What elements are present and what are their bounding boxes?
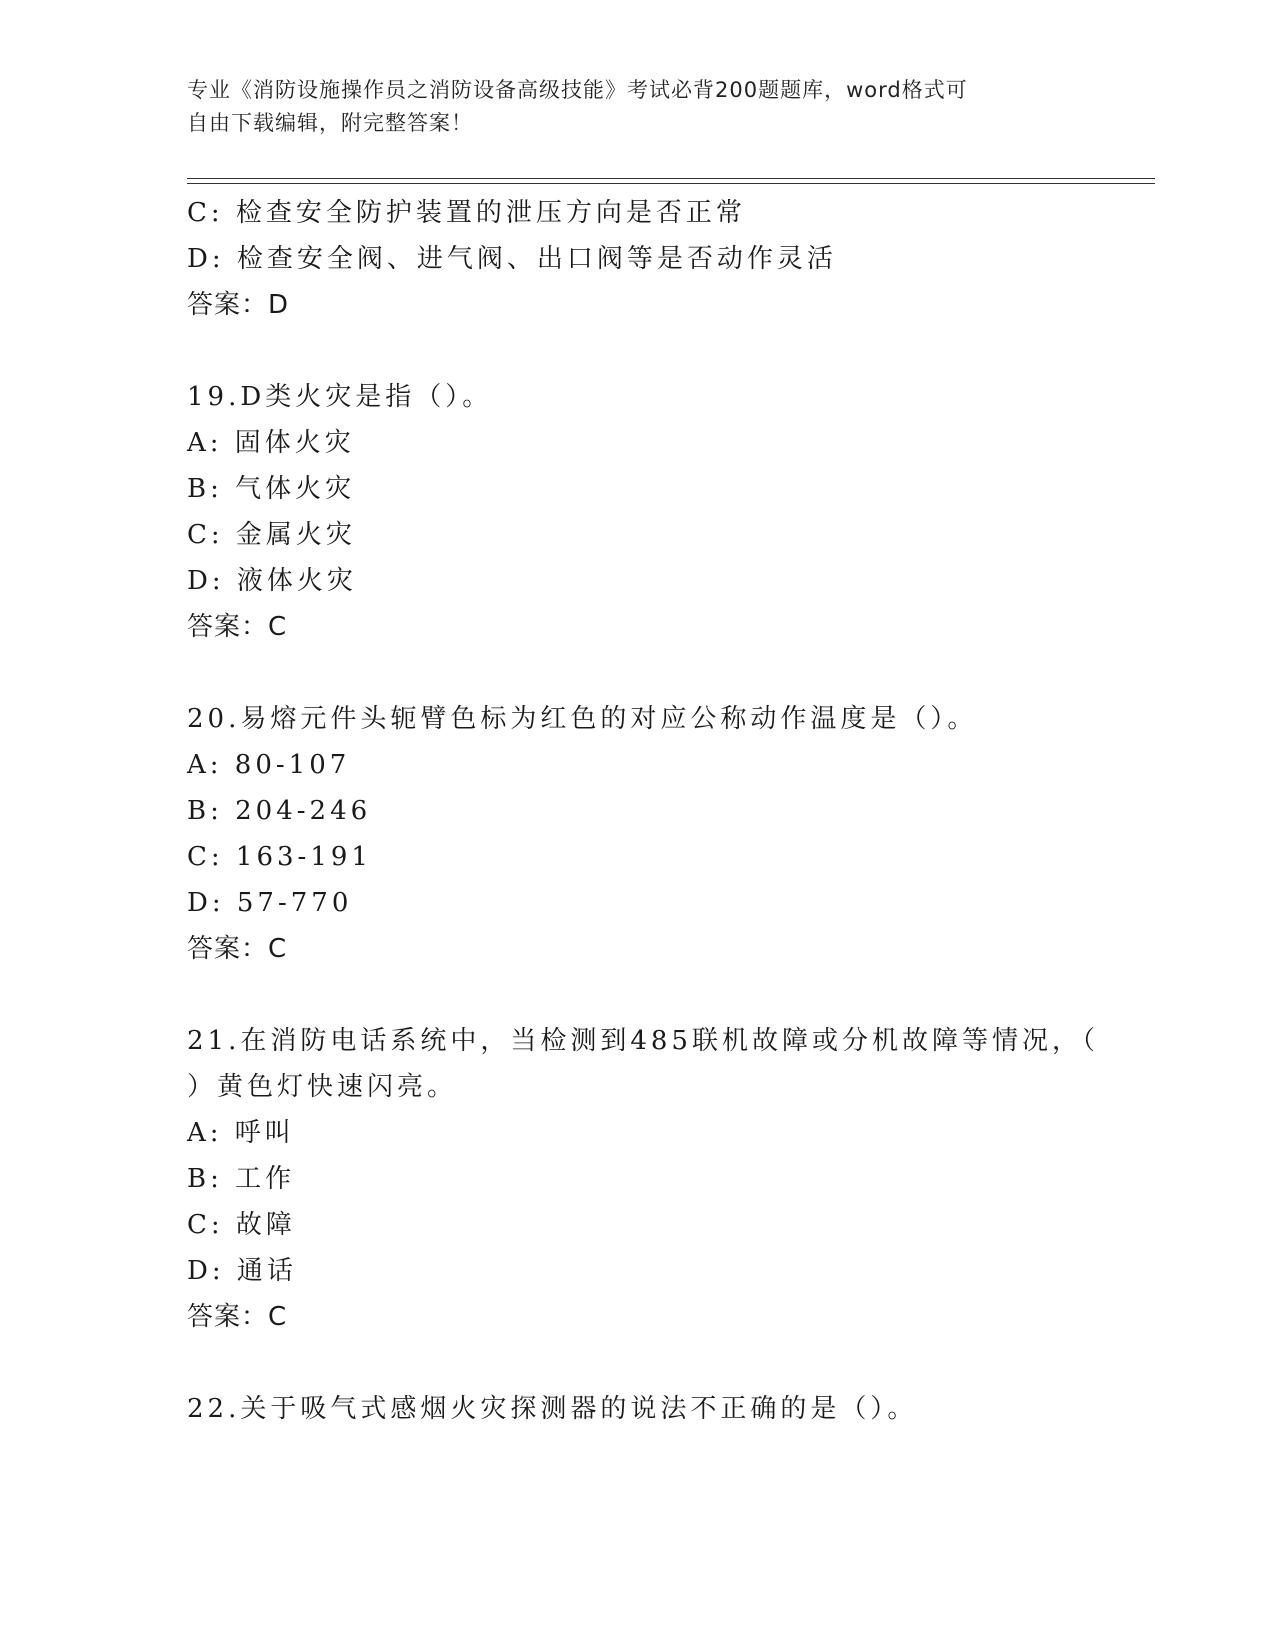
answer-line: 答案：C [187, 1302, 288, 1332]
question-stem: 19.D类火灾是指（）。 [187, 382, 493, 412]
header-title-line-1: 专业《消防设施操作员之消防设备高级技能》考试必背200题题库，word格式可 [187, 78, 968, 102]
spacer [187, 972, 1087, 1018]
header-title-line-2: 自由下载编辑，附完整答案！ [187, 111, 473, 135]
option-c: C: 故障 [187, 1210, 296, 1240]
answer-line: 答案：C [187, 612, 288, 642]
option-b: B: 工作 [187, 1164, 296, 1194]
header-divider-bottom [187, 183, 1155, 184]
question-18-continuation [187, 190, 1087, 328]
option-d: D: 检查安全阀、进气阀、出口阀等是否动作灵活 [187, 244, 837, 274]
question-stem-line-2: ）黄色灯快速闪亮。 [187, 1072, 458, 1102]
question-list [187, 190, 1099, 1432]
answer-line: 答案：D [187, 290, 290, 320]
option-d: D: 通话 [187, 1256, 297, 1286]
spacer [187, 650, 1087, 696]
option-c: C: 163-191 [187, 842, 372, 872]
option-a: A: 呼叫 [187, 1118, 295, 1148]
option-b: B: 204-246 [187, 796, 372, 826]
question-21 [187, 1018, 1099, 1340]
option-c: C: 金属火灾 [187, 520, 356, 550]
question-20 [187, 696, 1087, 972]
option-d: D: 57-770 [187, 888, 353, 918]
question-22 [187, 1386, 1087, 1432]
spacer [187, 1340, 1087, 1386]
option-a: A: 80-107 [187, 750, 351, 780]
question-stem: 22.关于吸气式感烟火灾探测器的说法不正确的是（）。 [187, 1394, 918, 1424]
question-stem-line-1: 21.在消防电话系统中，当检测到485联机故障或分机故障等情况，（ [187, 1026, 1099, 1056]
header-divider-top [187, 178, 1155, 179]
option-a: A: 固体火灾 [187, 428, 355, 458]
answer-line: 答案：C [187, 934, 288, 964]
option-c: C: 检查安全防护装置的泄压方向是否正常 [187, 198, 746, 228]
question-19 [187, 374, 1087, 650]
question-stem: 20.易熔元件头轭臂色标为红色的对应公称动作温度是（）。 [187, 704, 978, 734]
option-d: D: 液体火灾 [187, 566, 357, 596]
spacer [187, 328, 1087, 374]
document-header [187, 74, 1067, 140]
option-b: B: 气体火灾 [187, 474, 356, 504]
